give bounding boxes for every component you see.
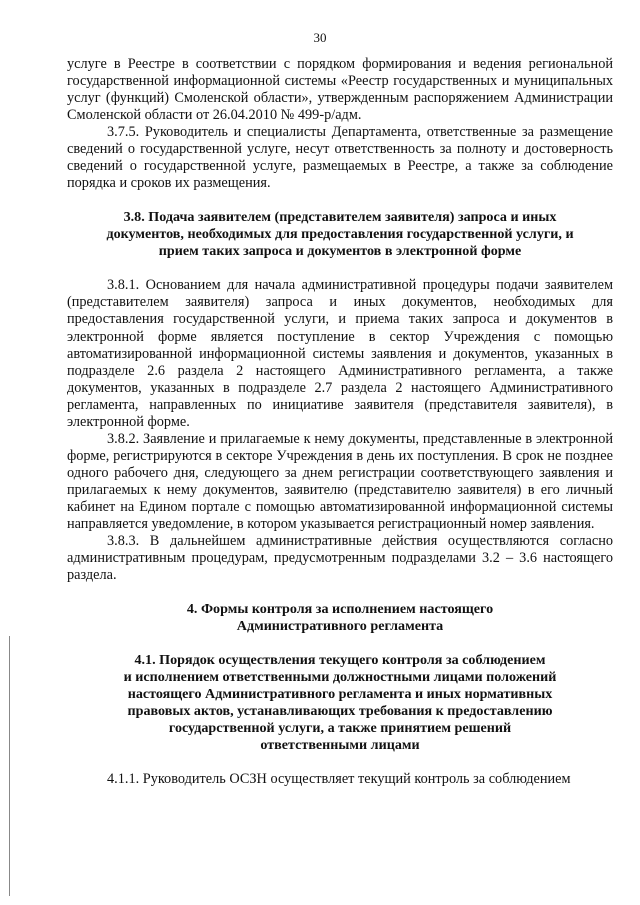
heading-3-8: 3.8. Подача заявителем (представителем заявителя) запроса и иных документов, необходимых для предоставления государственной услуги, и прием таких запроса и документов в электронной форме [106, 209, 574, 260]
page-number: 30 [313, 30, 327, 45]
paragraph-4-1-1: 4.1.1. Руководитель ОСЗН осуществляет текущий контроль за соблюдением [107, 771, 571, 788]
paragraph-3-7-5: 3.7.5. Руководитель и специалисты Департамента, ответственные за размещение сведений о государственной услуге, несут ответственность за полноту и достоверность сведений о государственной услуге, размещаемых в Реестре, а также за соблюдение порядка и сроков их размещения. [67, 124, 613, 192]
paragraph-intro: услуге в Реестре в соответствии с порядком формирования и ведения региональной государственной информационной системы «Реестр государственных и муниципальных услуг (функций) Смоленской области», утвержденным распоряжением Администрации Смоленской области от 26.04.2010 № 499-р/адм. [67, 56, 613, 124]
paragraph-3-8-1: 3.8.1. Основанием для начала административной процедуры подачи заявителем (представителем заявителя) запроса и иных документов, необходимых для предоставления государственной услуги, и приема таких запроса и документов в электронной форме является поступление в сектор Учреждения с помощью автоматизированной информационной системы заявления и документов, указанных в подразделе 2.6 раздела 2 настоящего Административного регламента, а также документов, указанных в подразделе 2.7 раздела 2 настоящего Административного регламента, направленных по инициативе заявителя (представителя заявителя), в электронной форме. [67, 277, 613, 430]
heading-section-4: 4. Формы контроля за исполнением настоящего Административного регламента [186, 601, 494, 635]
paragraph-3-8-3: 3.8.3. В дальнейшем административные действия осуществляются согласно административным процедурам, предусмотренным подразделами 3.2 – 3.6 настоящего раздела. [67, 533, 613, 584]
page-body [67, 56, 613, 788]
scan-edge-line [9, 636, 10, 896]
heading-4-1: 4.1. Порядок осуществления текущего контроля за соблюдением и исполнением ответственными должностными лицами положений настоящего Административного регламента и иных нормативных правовых актов, устанавливающих требования к предоставлению государственной услуги, а также принятием решений ответственными лицами [123, 652, 557, 754]
paragraph-3-8-2: 3.8.2. Заявление и прилагаемые к нему документы, представленные в электронной форме, регистрируются в секторе Учреждения в день их поступления. В срок не позднее одного рабочего дня, следующего за днем регистрации соответствующего заявления и прилагаемых к нему документов, заявителю (представителю заявителя) в его личный кабинет на Едином портале с помощью автоматизированной информационной системы направляется уведомление, в котором указывается регистрационный номер заявления. [67, 430, 613, 533]
